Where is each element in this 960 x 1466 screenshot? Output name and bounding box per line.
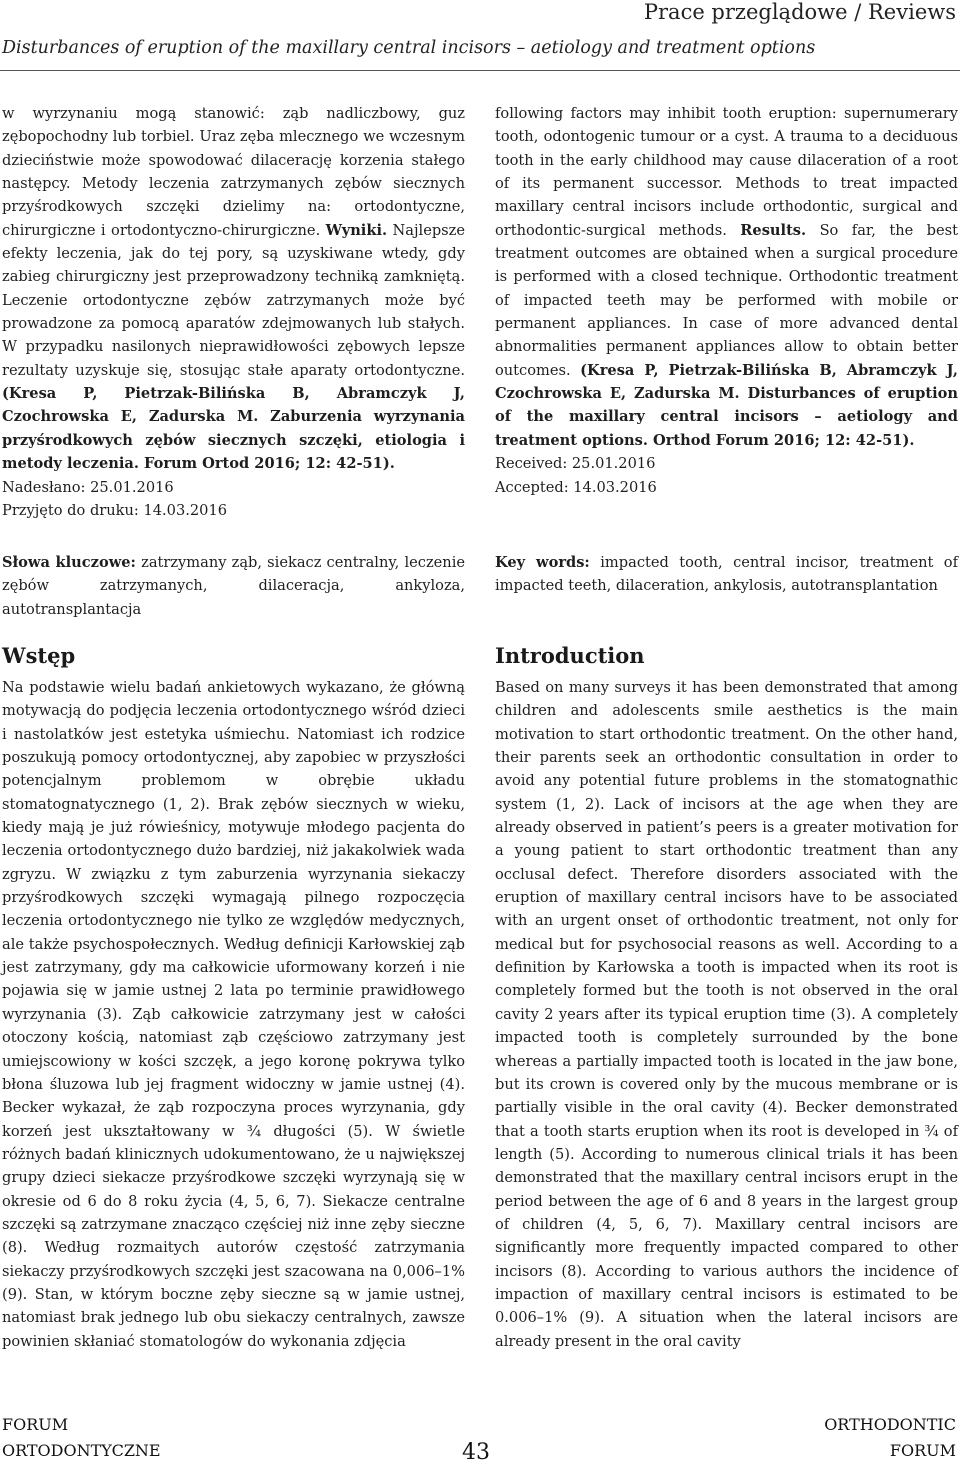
- section-heading: Introduction: [495, 643, 645, 668]
- body-paragraph: Based on many surveys it has been demonstrated that among children and adolescents smile aesthetics is the main motivation to start orthodontic treatment. On the other hand, their parents seek an orthodontic consultation in order to avoid any potential future problems in the stomatognathic system (1, 2). Lack of incisors at the age when they are already observed in patient’s peers is a greater motivation for a young patient to start orthodontic treatment than any occlusal defect. Therefore disorders associated with the eruption of maxillary central incisors have to be associated with an urgent onset of orthodontic treatment, not only for medical but for psychosocial reasons as well. According to a definition by Karłowska a tooth is impacted when its root is completely formed but the tooth is not observed in the oral cavity 2 years after its typical eruption time (3). A completely impacted tooth is completely surrounded by the bone whereas a partially impacted tooth is located in the jaw bone, but its crown is covered only by the mucous membrane or is partially visible in the oral cavity (4). Becker demonstrated that a tooth starts eruption when its root is developed in ¾ of length (5). According to numerous clinical trials it has been demonstrated that the maxillary central incisors erupt in the period between the age of 6 and 8 years in the largest group of children (4, 5, 6, 7). Maxillary central incisors are significantly more frequently impacted compared to other incisors (8). According to various authors the incidence of impaction of maxillary central incisors is estimated to be 0.006–1% (9). A situation when the lateral incisors are already present in the oral cavity: [495, 679, 958, 1350]
- citation: (Kresa P, Pietrzak-Bilińska B, Abramczyk J, Czochrowska E, Zadurska M. Zaburzenia wyrzynania przyśrodkowych zębów siecznych szczęki, etiologia i metody leczenia. Forum Ortod 2016; 12: 42-51).: [2, 385, 465, 473]
- abstract-polish: [2, 102, 465, 522]
- section-label: Prace przeglądowe / Reviews: [643, 0, 956, 24]
- results-label: Wyniki.: [325, 221, 388, 239]
- results-label: Results.: [740, 221, 807, 239]
- keywords-label: Key words:: [495, 554, 590, 571]
- abstract-results-text: Najlepsze efekty leczenia, jak do tej pory, są uzyskiwane wtedy, gdy zabieg chirurgiczny jest przeprowadzony techniką zamkniętą. Leczenie ortodontyczne zębów zatrzymanych może być prowadzone za pomocą aparatów zdejmowanych lub stałych. W przypadku nasilonych nieprawidłowości zębowych lepsze rezultaty uzyskuje się, stosując stałe aparaty ortodontyczne.: [2, 221, 465, 379]
- footer-line: FORUM: [889, 1441, 956, 1460]
- footer-journal-polish: [2, 1412, 161, 1464]
- running-title: Disturbances of eruption of the maxillary central incisors – aetiology and treatment options: [2, 38, 816, 58]
- page-number: 43: [462, 1440, 490, 1465]
- keywords-label: Słowa kluczowe:: [2, 554, 136, 571]
- footer-journal-english: [824, 1412, 956, 1464]
- footer-line: ORTODONTYCZNE: [2, 1441, 161, 1460]
- keywords-english: [495, 551, 958, 598]
- abstract-text: following factors may inhibit tooth eruption: supernumerary tooth, odontogenic tumour or a cyst. A trauma to a deciduous tooth in the early childhood may cause dilaceration of a root of its permanent successor. Methods to treat impacted maxillary central incisors include orthodontic, surgical and orthodontic-surgical methods.: [495, 105, 958, 239]
- footer-line: ORTHODONTIC: [824, 1415, 956, 1434]
- abstract-text: w wyrzynaniu mogą stanowić: ząb nadliczbowy, guz zębopochodny lub torbiel. Uraz zęba mlecznego we wczesnym dzieciństwie może spowodować dilacerację korzenia stałego następcy. Metody leczenia zatrzymanych zębów siecznych przyśrodkowych szczęki dzielimy na: ortodontyczne, chirurgiczne i ortodontyczno-chirurgiczne.: [2, 105, 465, 239]
- citation: (Kresa P, Pietrzak-Bilińska B, Abramczyk J, Czochrowska E, Zadurska M. Disturbances of eruption of the maxillary central incisors – aetiology and treatment options. Orthod Forum 2016; 12: 42-51).: [495, 361, 958, 449]
- accepted-date: Accepted: 14.03.2016: [495, 478, 657, 496]
- abstract-results-text: So far, the best treatment outcomes are obtained when a surgical procedure is performed with a closed technique. Orthodontic treatment of impacted teeth may be performed with mobile or permanent appliances. In case of more advanced dental abnormalities permanent appliances allow to obtain better outcomes.: [495, 221, 959, 379]
- footer-line: FORUM: [2, 1415, 69, 1434]
- received-date: Nadesłano: 25.01.2016: [2, 478, 174, 496]
- received-date: Received: 25.01.2016: [495, 455, 656, 473]
- keywords-polish: [2, 551, 465, 621]
- accepted-date: Przyjęto do druku: 14.03.2016: [2, 501, 228, 519]
- abstract-english: [495, 102, 958, 499]
- keywords-text: impacted tooth, central incisor, treatment of impacted teeth, dilaceration, ankylosis, autotransplantation: [495, 554, 958, 595]
- section-heading: Wstęp: [2, 643, 76, 668]
- body-english: [495, 642, 958, 1353]
- keywords-text: zatrzymany ząb, siekacz centralny, leczenie zębów zatrzymanych, dilaceracja, ankyloza, autotransplantacja: [2, 554, 465, 618]
- body-polish: [2, 642, 465, 1353]
- header-divider: [0, 70, 960, 71]
- abstract-paragraph: [495, 102, 958, 452]
- abstract-paragraph: [2, 102, 465, 476]
- body-paragraph: Na podstawie wielu badań ankietowych wykazano, że główną motywacją do podjęcia leczenia ortodontycznego wśród dzieci i nastolatków jest estetyka uśmiechu. Natomiast ich rodzice poszukują pomocy ortodontycznej, aby zapobiec w przyszłości potencjalnym problemom w obrębie układu stomatognatycznego (1, 2). Brak zębów siecznych w wieku, kiedy mają je już rówieśnicy, motywuje młodego pacjenta do leczenia ortodontycznego dużo bardziej, niż jakakolwiek wada zgryzu. W związku z tym zaburzenia wyrzynania siekaczy przyśrodkowych szczęki wymagają pilnego rozpoczęcia leczenia ortodontycznego nie tylko ze względów medycznych, ale także psychospołecznych. Według definicji Karłowskiej ząb jest zatrzymany, gdy ma całkowicie uformowany korzeń i nie pojawia się w jamie ustnej 2 lata po terminie prawidłowego wyrzynania (3). Ząb całkowicie zatrzymany jest w całości otoczony kością, natomiast ząb częściowo zatrzymany jest umiejscowiony w kości szczęk, a jego koronę pokrywa tylko błona śluzowa lub jej fragment widoczny w jamie ustnej (4). Becker wykazał, że ząb rozpoczyna proces wyrzynania, gdy korzeń jest ukształtowany w ¾ długości (5). W świetle różnych badań klinicznych udokumentowano, że u największej grupy dzieci siekacze przyśrodkowe szczęki wyrzynają się w okresie od 6 do 8 roku życia (4, 5, 6, 7). Siekacze centralne szczęki są zatrzymane znacząco częściej niż inne zęby sieczne (8). Według rozmaitych autorów częstość zatrzymania siekaczy przyśrodkowych szczęki jest szacowana na 0,006–1% (9). Stan, w którym boczne zęby sieczne są w jamie ustnej, natomiast brak jednego lub obu siekaczy centralnych, zawsze powinien skłaniać stomatologów do wykonania zdjęcia: [2, 679, 465, 1350]
